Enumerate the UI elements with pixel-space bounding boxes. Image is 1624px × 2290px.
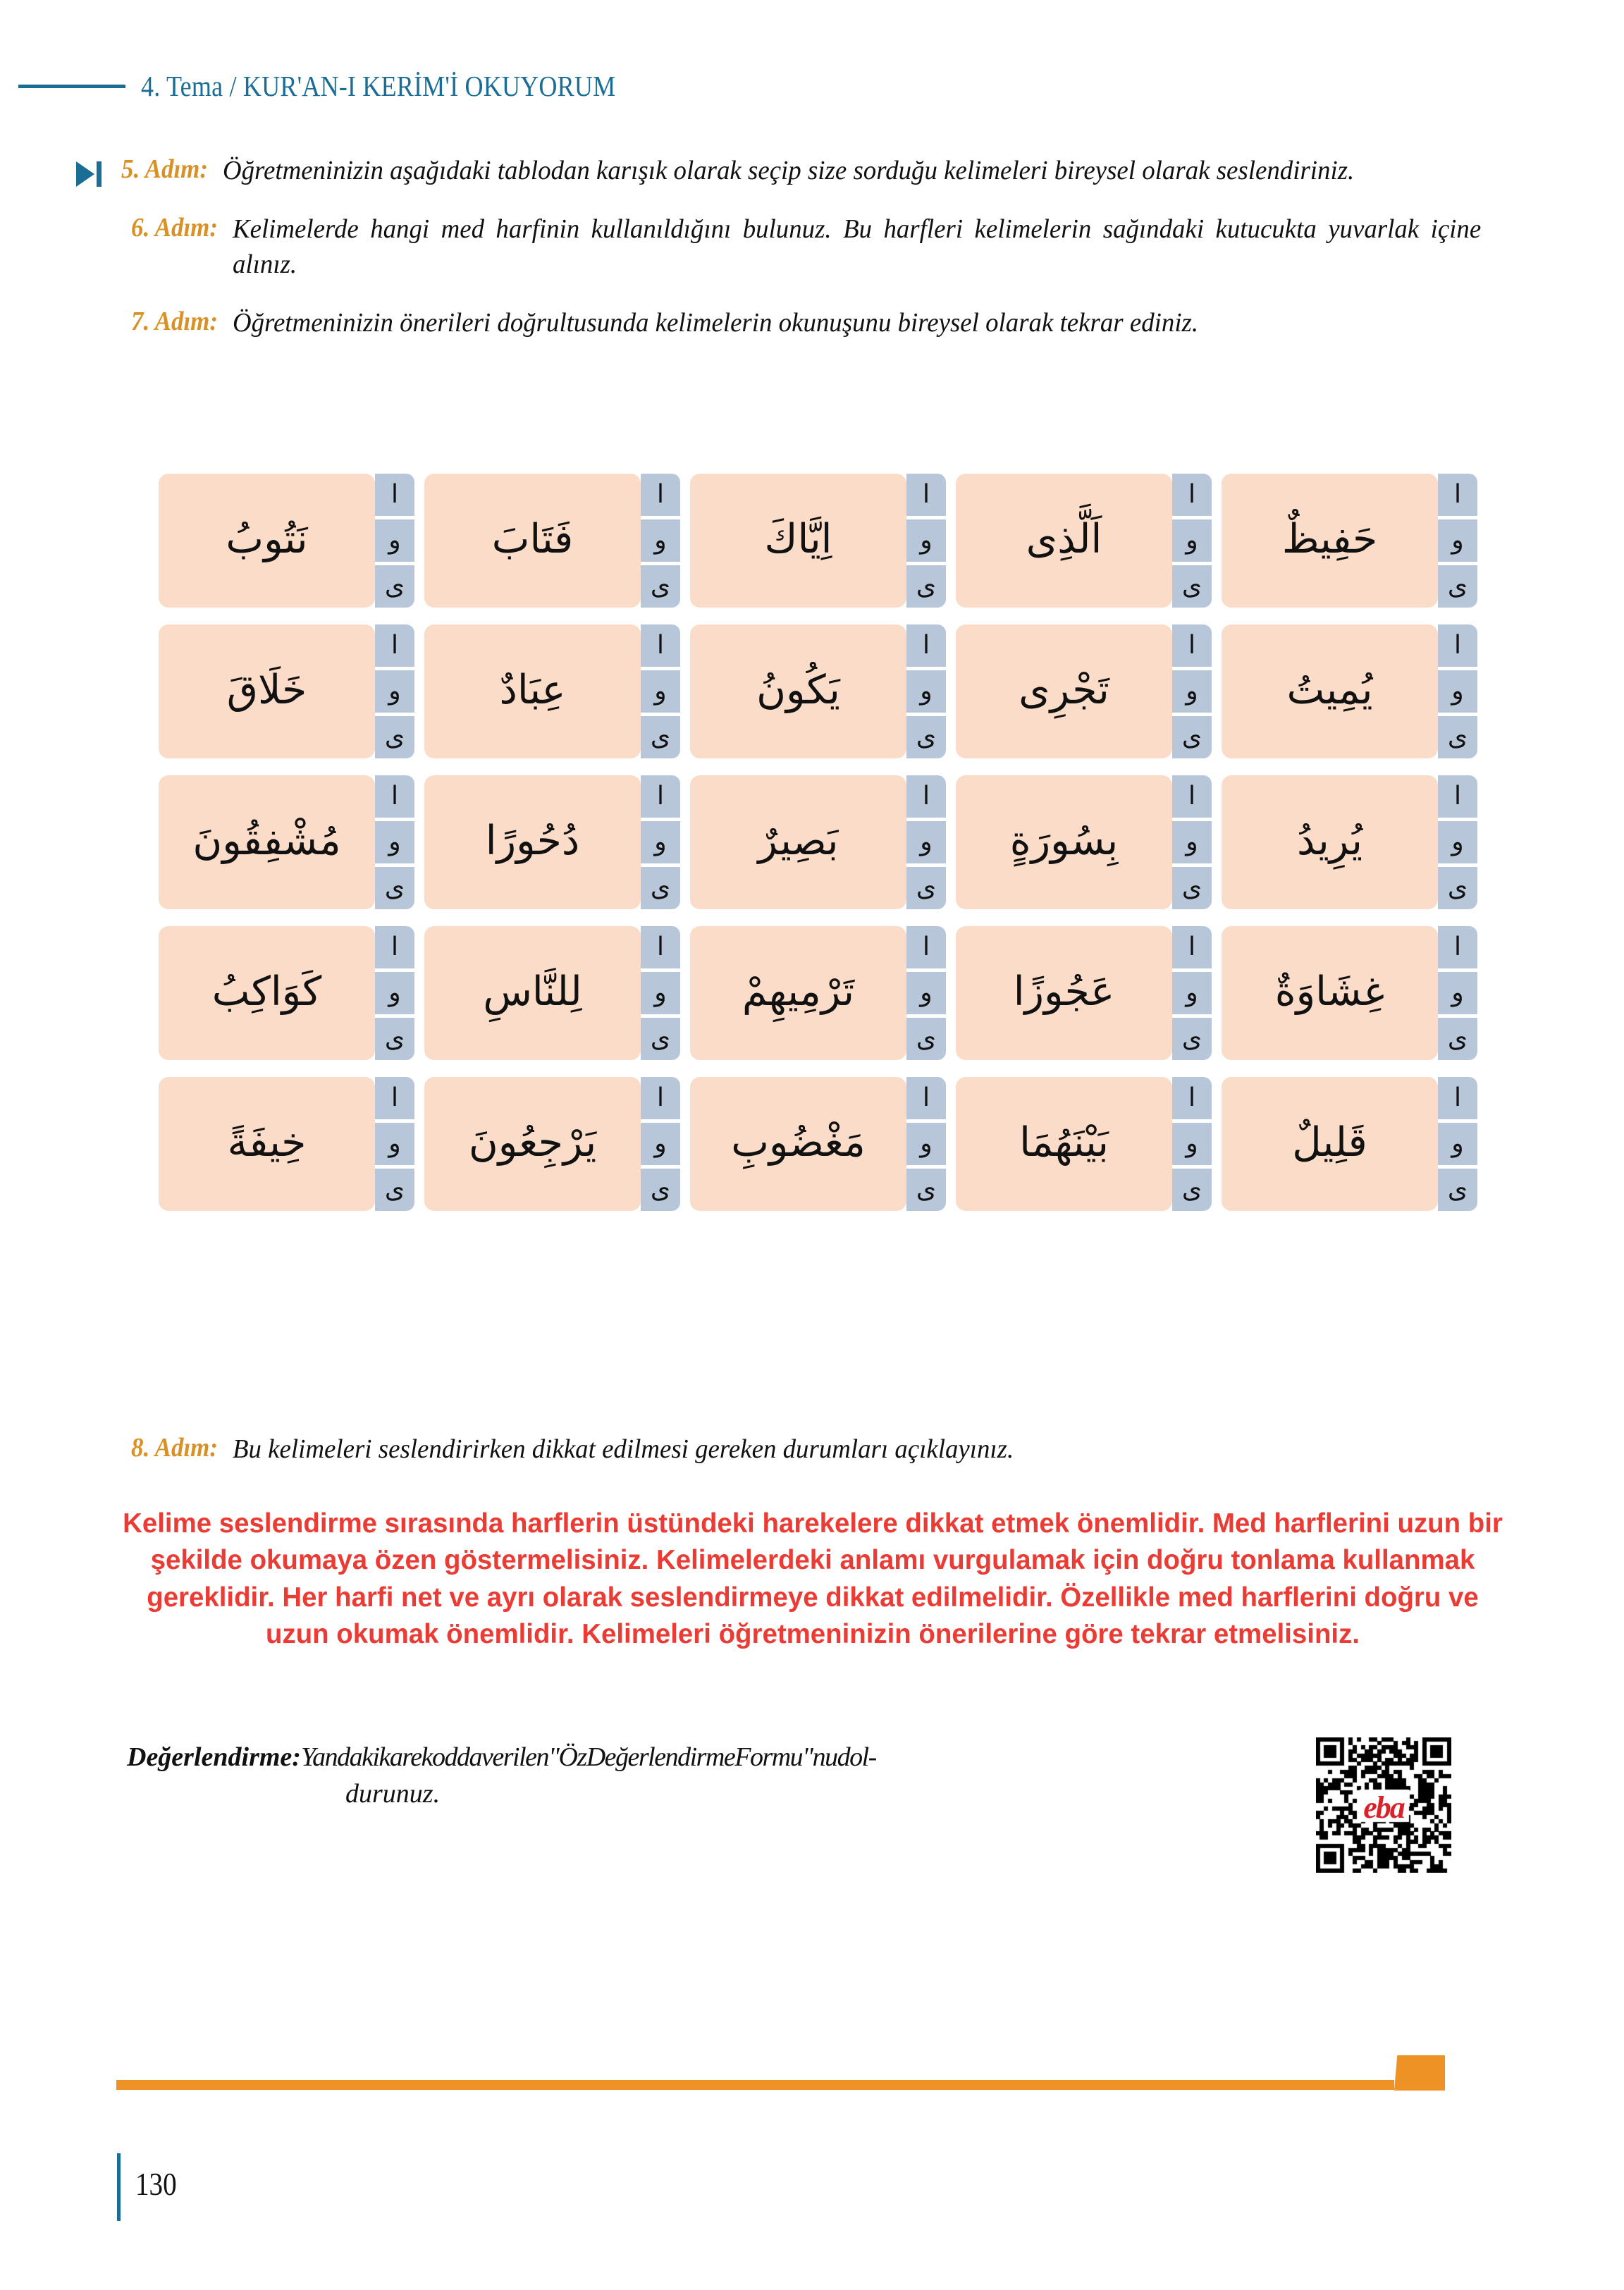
- med-letter-option[interactable]: ى: [906, 1018, 946, 1060]
- med-letter-option[interactable]: ا: [906, 624, 946, 667]
- med-letter-strip[interactable]: [1438, 624, 1477, 758]
- qr-code[interactable]: [1316, 1737, 1451, 1873]
- arabic-word: تَجْرِى: [956, 624, 1172, 758]
- arabic-word: يَكُونُ: [690, 624, 906, 758]
- eba-logo: eba: [1363, 1790, 1404, 1825]
- med-letter-strip[interactable]: [906, 775, 946, 909]
- med-letter-strip[interactable]: [906, 624, 946, 758]
- arabic-word: يُرِيدُ: [1222, 775, 1438, 909]
- step-7-label: 7. Adım:: [131, 307, 219, 337]
- word-card[interactable]: [690, 926, 946, 1060]
- word-card[interactable]: [690, 624, 946, 758]
- med-letter-option[interactable]: ى: [906, 1169, 946, 1211]
- med-letter-option[interactable]: ى: [1172, 716, 1212, 758]
- header-rule-icon: [18, 85, 125, 88]
- word-card[interactable]: [690, 1077, 946, 1211]
- med-letter-strip[interactable]: [1172, 624, 1212, 758]
- med-letter-option[interactable]: ا: [1438, 1077, 1477, 1119]
- med-letter-option[interactable]: و: [641, 670, 680, 713]
- word-card[interactable]: [1222, 624, 1477, 758]
- arabic-word: قَلِيلٌ: [1222, 1077, 1438, 1211]
- med-letter-option[interactable]: و: [1438, 670, 1477, 713]
- word-card[interactable]: [159, 926, 414, 1060]
- med-letter-strip[interactable]: [906, 474, 946, 608]
- med-letter-option[interactable]: ا: [906, 1077, 946, 1119]
- arabic-word: دُحُورًا: [424, 775, 641, 909]
- med-letter-option[interactable]: ا: [1172, 474, 1212, 516]
- footer-bar: [116, 2080, 1394, 2090]
- med-letter-option[interactable]: و: [1438, 1123, 1477, 1165]
- med-letter-option[interactable]: ا: [1438, 926, 1477, 968]
- word-card[interactable]: [159, 624, 414, 758]
- med-letter-strip[interactable]: [1438, 474, 1477, 608]
- arabic-word: لِلنَّاسِ: [424, 926, 641, 1060]
- step-item-8: [0, 1432, 1624, 1467]
- arabic-word: بِسُورَةٍ: [956, 775, 1172, 909]
- step-5-label: 5. Adım:: [121, 154, 209, 184]
- med-letter-strip[interactable]: [375, 474, 414, 608]
- med-letter-option[interactable]: و: [1172, 1123, 1212, 1165]
- med-letter-strip[interactable]: [641, 1077, 680, 1211]
- arabic-word: خِيفَةً: [159, 1077, 375, 1211]
- med-letter-option[interactable]: ا: [641, 624, 680, 667]
- med-letter-option[interactable]: ى: [375, 867, 414, 909]
- med-letter-option[interactable]: ا: [375, 624, 414, 667]
- med-letter-option[interactable]: ى: [1438, 1018, 1477, 1060]
- med-letter-option[interactable]: و: [1438, 972, 1477, 1014]
- med-letter-option[interactable]: ى: [641, 716, 680, 758]
- word-card[interactable]: [424, 1077, 680, 1211]
- med-letter-option[interactable]: و: [906, 519, 946, 562]
- word-card[interactable]: [1222, 1077, 1477, 1211]
- word-card[interactable]: [424, 474, 680, 608]
- med-letter-option[interactable]: و: [1172, 519, 1212, 562]
- med-letter-option[interactable]: ا: [1438, 624, 1477, 667]
- arabic-word: حَفِيظٌ: [1222, 474, 1438, 608]
- med-letter-option[interactable]: و: [375, 821, 414, 863]
- table-row: [138, 926, 1477, 1060]
- med-letter-strip[interactable]: [1172, 474, 1212, 608]
- med-letter-option[interactable]: ى: [375, 716, 414, 758]
- med-letter-strip[interactable]: [1438, 926, 1477, 1060]
- word-card[interactable]: [690, 775, 946, 909]
- med-letter-option[interactable]: ا: [906, 775, 946, 818]
- step-item-6: [0, 212, 1624, 282]
- med-letter-strip[interactable]: [641, 474, 680, 608]
- step-item-7: [0, 306, 1624, 340]
- med-letter-option[interactable]: و: [641, 1123, 680, 1165]
- arabic-word: عِبَادٌ: [424, 624, 641, 758]
- med-letter-option[interactable]: ا: [375, 775, 414, 818]
- med-letter-option[interactable]: ا: [641, 775, 680, 818]
- med-letter-option[interactable]: ا: [1172, 775, 1212, 818]
- word-card[interactable]: [159, 775, 414, 909]
- word-card[interactable]: [1222, 926, 1477, 1060]
- page-number-rule: [117, 2153, 121, 2221]
- word-card[interactable]: [159, 1077, 414, 1211]
- med-letter-option[interactable]: و: [906, 972, 946, 1014]
- med-letter-option[interactable]: و: [906, 821, 946, 863]
- med-letter-option[interactable]: ا: [375, 474, 414, 516]
- med-letter-option[interactable]: و: [1172, 670, 1212, 713]
- step-5-text: Öğretmeninizin aşağıdaki tablodan karışık olarak seçip size sorduğu kelimeleri bireysel olarak seslendiriniz.: [222, 156, 1354, 185]
- arabic-word: مَغْضُوبِ: [690, 1077, 906, 1211]
- step-8-label: 8. Adım:: [131, 1433, 219, 1463]
- med-letter-option[interactable]: و: [375, 519, 414, 562]
- page-header: [0, 68, 1624, 104]
- med-letter-option[interactable]: ى: [1172, 867, 1212, 909]
- med-letter-option[interactable]: ى: [1172, 1169, 1212, 1211]
- arabic-word: اِيَّاكَ: [690, 474, 906, 608]
- med-letter-option[interactable]: ى: [641, 565, 680, 608]
- arabic-word: اَلَّذِى: [956, 474, 1172, 608]
- step-7-text: Öğretmeninizin önerileri doğrultusunda kelimelerin okunuşunu bireysel olarak tekrar ediniz.: [232, 308, 1198, 338]
- word-card[interactable]: [956, 926, 1212, 1060]
- med-letter-option[interactable]: ا: [1172, 624, 1212, 667]
- arabic-word: تَرْمِيهِمْ: [690, 926, 906, 1060]
- med-letter-option[interactable]: ى: [641, 1169, 680, 1211]
- word-card[interactable]: [424, 926, 680, 1060]
- med-letter-option[interactable]: ى: [1438, 565, 1477, 608]
- highlighted-note: Kelime seslendirme sırasında harflerin üstündeki harekelere dikkat etmek önemlidir. Med harflerini uzun bir şekilde okumaya özen göstermelisiniz. Kelimelerdeki anlamı vurgulamak için doğru tonlama kullanmak gereklidir. Her harfi net ve ayrı olarak seslendirmeye dikkat edilmelidir. Özellikle med harflerini doğru ve uzun okumak önemlidir. Kelimeleri öğretmeninizin önerilerine göre tekrar etmelisiniz.: [123, 1508, 1503, 1649]
- med-letter-option[interactable]: ى: [641, 867, 680, 909]
- med-letter-option[interactable]: ى: [1438, 867, 1477, 909]
- word-card[interactable]: [956, 474, 1212, 608]
- med-letter-strip[interactable]: [641, 775, 680, 909]
- table-row: [138, 474, 1477, 608]
- med-letter-option[interactable]: ى: [1438, 716, 1477, 758]
- med-letter-option[interactable]: و: [1438, 821, 1477, 863]
- med-letter-strip[interactable]: [641, 624, 680, 758]
- arabic-word: خَلَاقَ: [159, 624, 375, 758]
- step-6-text: Kelimelerde hangi med harfinin kullanıldığını bulunuz. Bu harfleri kelimelerin sağındaki kutucukta yuvarlak içine alınız.: [232, 214, 1481, 279]
- arabic-word: يُمِيتُ: [1222, 624, 1438, 758]
- med-letter-option[interactable]: ى: [1172, 1018, 1212, 1060]
- step-8-text: Bu kelimeleri seslendirirken dikkat edilmesi gereken durumları açıklayınız.: [232, 1434, 1014, 1464]
- med-letter-strip[interactable]: [375, 624, 414, 758]
- word-card[interactable]: [424, 624, 680, 758]
- med-letter-option[interactable]: ا: [1172, 926, 1212, 968]
- word-card[interactable]: [1222, 474, 1477, 608]
- med-letter-option[interactable]: و: [641, 972, 680, 1014]
- table-row: [138, 624, 1477, 758]
- med-letter-strip[interactable]: [906, 926, 946, 1060]
- med-letter-option[interactable]: و: [1172, 972, 1212, 1014]
- med-letter-option[interactable]: و: [375, 670, 414, 713]
- med-letter-option[interactable]: ا: [1438, 474, 1477, 516]
- med-letter-option[interactable]: ا: [375, 926, 414, 968]
- med-letter-option[interactable]: و: [1438, 519, 1477, 562]
- med-letter-option[interactable]: و: [1172, 821, 1212, 863]
- evaluation-text: Yandakikarekoddaverilen"ÖzDeğerlendirmeFormu"nudol-: [300, 1742, 876, 1772]
- word-card[interactable]: [956, 624, 1212, 758]
- word-card[interactable]: [424, 775, 680, 909]
- med-letter-strip[interactable]: [1438, 1077, 1477, 1211]
- med-letter-option[interactable]: و: [375, 1123, 414, 1165]
- page-number: 130: [135, 2166, 177, 2202]
- med-letter-option[interactable]: ا: [641, 474, 680, 516]
- word-card[interactable]: [956, 1077, 1212, 1211]
- med-letter-option[interactable]: ى: [1438, 1169, 1477, 1211]
- arabic-word: مُشْفِقُونَ: [159, 775, 375, 909]
- word-card[interactable]: [1222, 775, 1477, 909]
- med-letter-strip[interactable]: [1438, 775, 1477, 909]
- triangle-bullet-icon: [76, 161, 109, 187]
- med-letter-option[interactable]: ى: [906, 716, 946, 758]
- word-card[interactable]: [690, 474, 946, 608]
- med-letter-option[interactable]: ى: [1172, 565, 1212, 608]
- med-letter-option[interactable]: ى: [641, 1018, 680, 1060]
- step-6-label: 6. Adım:: [131, 213, 219, 243]
- med-letter-option[interactable]: ى: [375, 1018, 414, 1060]
- med-letter-option[interactable]: ا: [906, 926, 946, 968]
- med-letter-option[interactable]: و: [906, 670, 946, 713]
- med-letter-option[interactable]: و: [641, 519, 680, 562]
- arabic-word: كَوَاكِبُ: [159, 926, 375, 1060]
- breadcrumb: 4. Tema / KUR'AN-I KERİM'İ OKUYORUM: [141, 70, 616, 102]
- evaluation-section: [127, 1740, 1255, 1809]
- evaluation-line-2: durunuz.: [345, 1779, 441, 1809]
- footer-flag-icon: [1394, 2055, 1445, 2091]
- arabic-word: يَرْجِعُونَ: [424, 1077, 641, 1211]
- med-letter-strip[interactable]: [1172, 1077, 1212, 1211]
- med-letter-option[interactable]: ا: [1172, 1077, 1212, 1119]
- med-letter-option[interactable]: و: [641, 821, 680, 863]
- word-card[interactable]: [159, 474, 414, 608]
- arabic-word: بَصِيرٌ: [690, 775, 906, 909]
- steps-list: [0, 154, 1624, 365]
- med-letter-option[interactable]: ا: [906, 474, 946, 516]
- med-letter-strip[interactable]: [906, 1077, 946, 1211]
- arabic-word: نَتُوبُ: [159, 474, 375, 608]
- med-letter-option[interactable]: ا: [641, 926, 680, 968]
- med-letter-option[interactable]: ا: [641, 1077, 680, 1119]
- evaluation-line-1: [127, 1740, 1255, 1775]
- med-letter-strip[interactable]: [1172, 775, 1212, 909]
- med-letter-option[interactable]: ى: [906, 867, 946, 909]
- arabic-word: عَجُوزًا: [956, 926, 1172, 1060]
- evaluation-label: Değerlendirme:: [127, 1742, 301, 1772]
- table-row: [138, 775, 1477, 909]
- arabic-word-table: [138, 474, 1477, 1211]
- med-letter-option[interactable]: ى: [906, 565, 946, 608]
- med-letter-strip[interactable]: [1172, 926, 1212, 1060]
- med-letter-option[interactable]: ا: [1438, 775, 1477, 818]
- med-letter-option[interactable]: و: [375, 972, 414, 1014]
- arabic-word: غِشَاوَةٌ: [1222, 926, 1438, 1060]
- med-letter-strip[interactable]: [375, 926, 414, 1060]
- med-letter-strip[interactable]: [375, 1077, 414, 1211]
- med-letter-option[interactable]: ا: [375, 1077, 414, 1119]
- arabic-word: بَيْنَهُمَا: [956, 1077, 1172, 1211]
- med-letter-strip[interactable]: [641, 926, 680, 1060]
- med-letter-option[interactable]: و: [906, 1123, 946, 1165]
- med-letter-strip[interactable]: [375, 775, 414, 909]
- word-card[interactable]: [956, 775, 1212, 909]
- table-row: [138, 1077, 1477, 1211]
- step-item-5: [0, 154, 1624, 188]
- med-letter-option[interactable]: ى: [375, 565, 414, 608]
- arabic-word: فَتَابَ: [424, 474, 641, 608]
- med-letter-option[interactable]: ى: [375, 1169, 414, 1211]
